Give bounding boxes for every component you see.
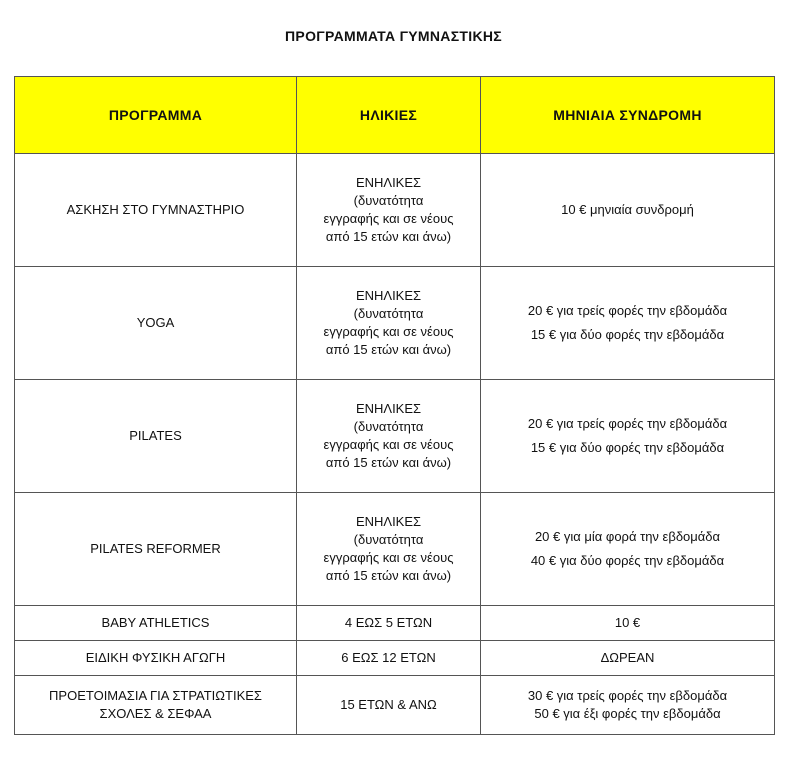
ages-line: (δυνατότητα (353, 419, 424, 434)
program-cell: YOGA (15, 267, 297, 380)
ages-line: ΕΝΗΛΙΚΕΣ (355, 175, 422, 190)
fee-line: 30 € για τρείς φορές την εβδομάδα (527, 688, 728, 703)
page-title: ΠΡΟΓΡΑΜΜΑΤΑ ΓΥΜΝΑΣΤΙΚΗΣ (285, 28, 502, 44)
table-row (15, 493, 775, 606)
ages-cell (297, 267, 481, 380)
program-cell: BABY ATHLETICS (15, 606, 297, 641)
program-cell: PILATES REFORMER (15, 493, 297, 606)
fee-cell: 10 € (481, 606, 775, 641)
ages-line: εγγραφής και σε νέους (323, 211, 454, 226)
ages-line: εγγραφής και σε νέους (323, 324, 454, 339)
ages-line: εγγραφής και σε νέους (323, 437, 454, 452)
table-row (15, 641, 775, 676)
ages-line: (δυνατότητα (353, 193, 424, 208)
ages-cell: 4 ΕΩΣ 5 ΕΤΩΝ (297, 606, 481, 641)
program-line: ΣΧΟΛΕΣ & ΣΕΦΑΑ (99, 706, 212, 721)
fee-cell: ΔΩΡΕΑΝ (481, 641, 775, 676)
table-row (15, 606, 775, 641)
ages-cell (297, 493, 481, 606)
table-row (15, 676, 775, 735)
fee-cell (481, 380, 775, 493)
ages-cell (297, 380, 481, 493)
ages-cell (297, 154, 481, 267)
table-header-row (15, 77, 775, 154)
ages-line: από 15 ετών και άνω) (325, 568, 452, 583)
table-row (15, 380, 775, 493)
fee-cell (481, 267, 775, 380)
fee-cell (481, 493, 775, 606)
ages-cell: 15 ΕΤΩΝ & ΑΝΩ (297, 676, 481, 735)
header-ages: ΗΛΙΚΙΕΣ (297, 77, 481, 154)
programs-table (14, 76, 775, 735)
fee-line: 15 € για δύο φορές την εβδομάδα (530, 440, 725, 455)
fee-line: 15 € για δύο φορές την εβδομάδα (530, 327, 725, 342)
ages-line: ΕΝΗΛΙΚΕΣ (355, 401, 422, 416)
fee-line: 20 € για μία φορά την εβδομάδα (534, 529, 721, 544)
program-line: ΠΡΟΕΤΟΙΜΑΣΙΑ ΓΙΑ ΣΤΡΑΤΙΩΤΙΚΕΣ (49, 688, 262, 703)
program-cell (15, 676, 297, 735)
program-cell: ΑΣΚΗΣΗ ΣΤΟ ΓΥΜΝΑΣΤΗΡΙΟ (15, 154, 297, 267)
ages-line: (δυνατότητα (353, 532, 424, 547)
fee-line: 20 € για τρείς φορές την εβδομάδα (527, 303, 728, 318)
ages-line: ΕΝΗΛΙΚΕΣ (355, 514, 422, 529)
ages-line: από 15 ετών και άνω) (325, 229, 452, 244)
header-fee: ΜΗΝΙΑΙΑ ΣΥΝΔΡΟΜΗ (481, 77, 775, 154)
program-cell: ΕΙΔΙΚΗ ΦΥΣΙΚΗ ΑΓΩΓΗ (15, 641, 297, 676)
ages-line: από 15 ετών και άνω) (325, 342, 452, 357)
ages-line: ΕΝΗΛΙΚΕΣ (355, 288, 422, 303)
fee-cell (481, 676, 775, 735)
table-row (15, 267, 775, 380)
ages-line: (δυνατότητα (353, 306, 424, 321)
fee-line: 50 € για έξι φορές την εβδομάδα (534, 706, 721, 721)
table-row (15, 154, 775, 267)
header-program: ΠΡΟΓΡΑΜΜΑ (15, 77, 297, 154)
fee-line: 20 € για τρείς φορές την εβδομάδα (527, 416, 728, 431)
program-cell: PILATES (15, 380, 297, 493)
ages-cell: 6 ΕΩΣ 12 ΕΤΩΝ (297, 641, 481, 676)
fee-line: 10 € μηνιαία συνδρομή (561, 202, 694, 217)
fee-cell (481, 154, 775, 267)
fee-line: 40 € για δύο φορές την εβδομάδα (530, 553, 725, 568)
ages-line: από 15 ετών και άνω) (325, 455, 452, 470)
ages-line: εγγραφής και σε νέους (323, 550, 454, 565)
